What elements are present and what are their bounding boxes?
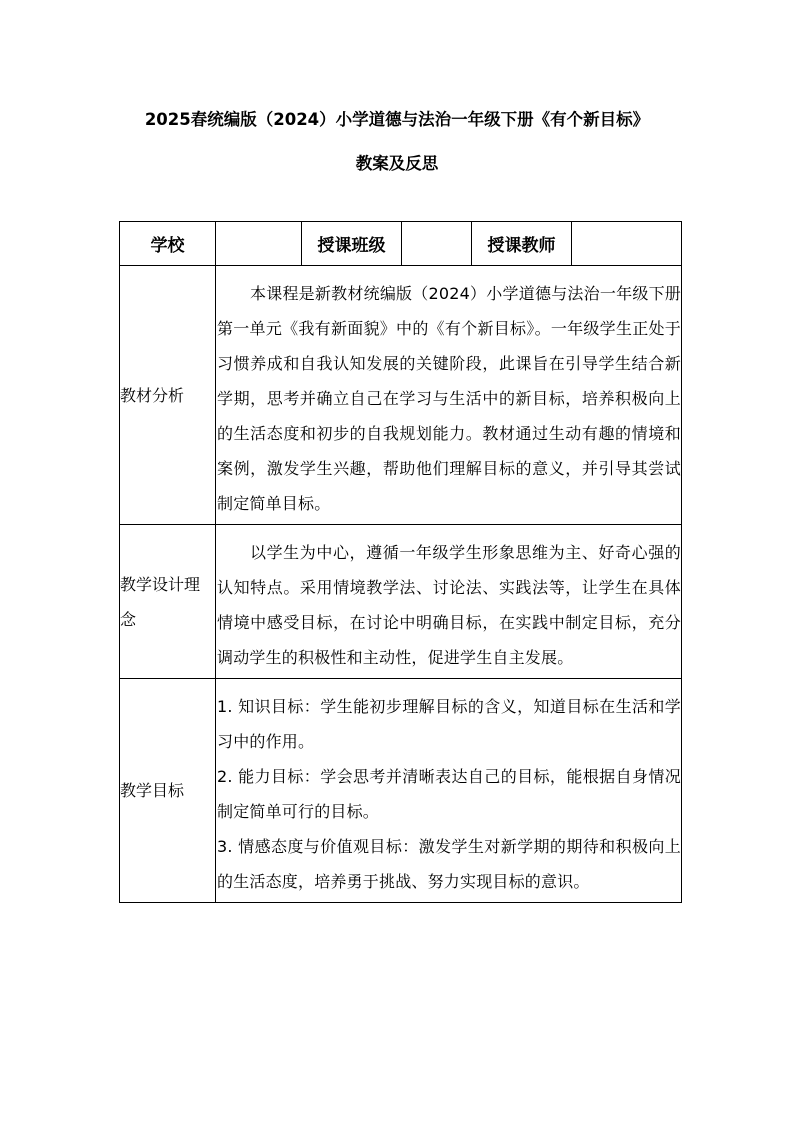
table-row <box>120 525 682 679</box>
table-row <box>120 266 682 525</box>
school-value <box>216 222 302 266</box>
goal-item: 1. 知识目标：学生能初步理解目标的含义，知道目标在生活和学习中的作用。 <box>217 697 681 751</box>
school-label: 学校 <box>120 222 216 266</box>
row-label-material-analysis: 教材分析 <box>120 266 216 525</box>
row-content-design-concept <box>216 525 682 679</box>
row-content-teaching-goals <box>216 679 682 903</box>
teacher-value <box>572 222 682 266</box>
teacher-label: 授课教师 <box>472 222 572 266</box>
lesson-plan-table <box>119 221 682 903</box>
class-label: 授课班级 <box>302 222 402 266</box>
table-row <box>120 679 682 903</box>
document-subtitle: 教案及反思 <box>355 154 439 173</box>
goal-item: 3. 情感态度与价值观目标：激发学生对新学期的期待和积极向上的生活态度，培养勇于挑战、努力实现目标的意识。 <box>217 837 681 891</box>
row-label-teaching-goals: 教学目标 <box>120 679 216 903</box>
table-header-row <box>120 222 682 266</box>
row-content-material-analysis <box>216 266 682 525</box>
paragraph: 本课程是新教材统编版（2024）小学道德与法治一年级下册第一单元《我有新面貌》中的《有个新目标》。一年级学生正处于习惯养成和自我认知发展的关键阶段，此课旨在引导学生结合新学期，思考并确立自己在学习与生活中的新目标，培养积极向上的生活态度和初步的自我规划能力。教材通过生动有趣的情境和案例，激发学生兴趣，帮助他们理解目标的意义，并引导其尝试制定简单目标。 <box>217 284 681 513</box>
class-value <box>402 222 472 266</box>
paragraph: 以学生为中心，遵循一年级学生形象思维为主、好奇心强的认知特点。采用情境教学法、讨论法、实践法等，让学生在具体情境中感受目标，在讨论中明确目标，在实践中制定目标，充分调动学生的积极性和主动性，促进学生自主发展。 <box>217 543 681 667</box>
goal-item: 2. 能力目标：学会思考并清晰表达自己的目标，能根据自身情况制定简单可行的目标。 <box>217 767 681 821</box>
document-title: 2025春统编版（2024）小学道德与法治一年级下册《有个新目标》 <box>144 110 650 129</box>
row-label-design-concept: 教学设计理念 <box>120 525 216 679</box>
